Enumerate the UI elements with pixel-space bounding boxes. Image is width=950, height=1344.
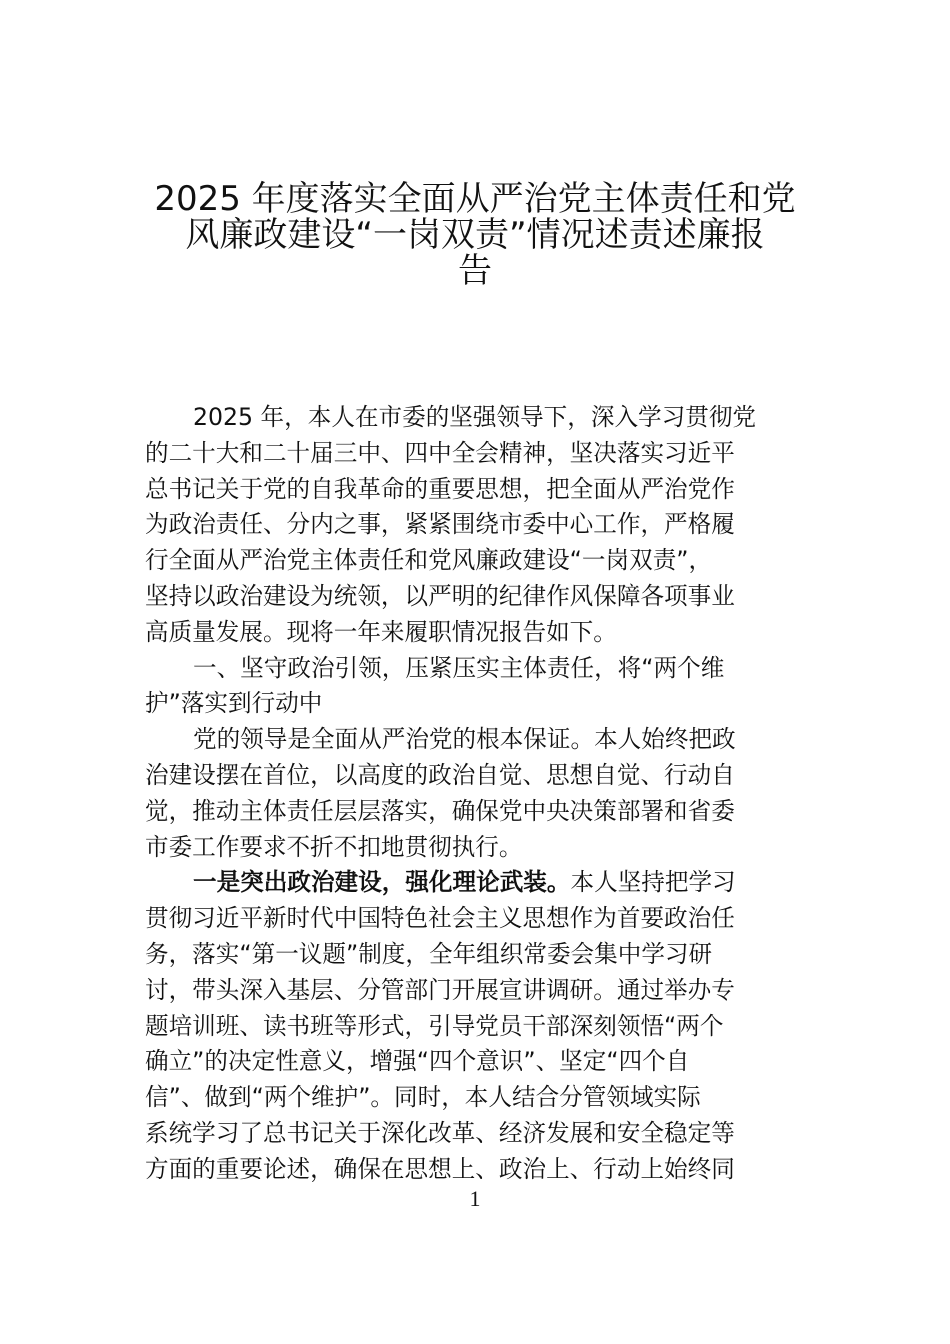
body-line [145,722,807,758]
title-line: 告 [458,250,492,291]
bold-heading: 一是突出政治建设，强化理论武装。 [193,868,571,897]
document-body [145,400,807,1188]
line-text: 本人坚持把学习 [570,868,736,897]
body-line [145,507,807,543]
line-text: 方面的重要论述，确保在思想上、政治上、行动上始终同 [145,1154,735,1183]
line-text: 确立”的决定性意义，增强“四个意识”、坚定“四个自 [145,1047,690,1076]
body-line [145,865,807,901]
body-line [145,937,807,973]
body-line [145,830,807,866]
body-line [145,686,807,722]
line-text: 2025 年，本人在市委的坚强领导下，深入学习贯彻党 [193,403,757,431]
title-line: 风廉政建设“一岗双责”情况述责述廉报 [185,214,765,255]
body-line [145,472,807,508]
line-text: 系统学习了总书记关于深化改革、经济发展和安全稳定等 [145,1118,735,1147]
line-text: 觉，推动主体责任层层落实，确保党中央决策部署和省委 [145,796,735,825]
line-text: 题培训班、读书班等形式，引导党员干部深刻领悟“两个 [145,1011,724,1040]
body-line [145,579,807,615]
page-number: 1 [469,1186,481,1211]
body-line [145,1116,807,1152]
body-line [145,794,807,830]
line-text: 行全面从严治党主体责任和党风廉政建设“一岗双责”， [145,546,713,575]
line-text: 贯彻习近平新时代中国特色社会主义思想作为首要政治任 [145,904,735,933]
line-text: 务，落实“第一议题”制度，全年组织常委会集中学习研 [145,939,713,968]
line-text: 党的领导是全面从严治党的根本保证。本人始终把政 [193,725,736,754]
body-line [145,1080,807,1116]
body-line [145,758,807,794]
body-line [145,973,807,1009]
body-line [145,543,807,579]
body-line [145,400,807,436]
body-line [145,1152,807,1188]
body-line [145,651,807,687]
document-title [140,165,810,291]
line-text: 护”落实到行动中 [145,689,323,718]
body-line [145,436,807,472]
body-line [145,1009,807,1045]
body-line [145,615,807,651]
line-text: 信”、做到“两个维护”。同时，本人结合分管领域实际 [145,1083,701,1112]
body-line [145,1044,807,1080]
line-text: 市委工作要求不折不扣地贯彻执行。 [145,832,523,861]
line-text: 治建设摆在首位，以高度的政治自觉、思想自觉、行动自 [145,760,735,789]
body-line [145,901,807,937]
line-text: 坚持以政治建设为统领，以严明的纪律作风保障各项事业 [145,581,735,610]
line-text: 高质量发展。现将一年来履职情况报告如下。 [145,617,617,646]
line-text: 总书记关于党的自我革命的重要思想，把全面从严治党作 [145,474,735,503]
title-line: 2025 年度落实全面从严治党主体责任和党 [154,179,796,219]
line-text: 的二十大和二十届三中、四中全会精神，坚决落实习近平 [145,438,735,467]
line-text: 为政治责任、分内之事，紧紧围绕市委中心工作，严格履 [145,510,735,539]
line-text: 一、坚守政治引领，压紧压实主体责任，将“两个维 [193,653,725,682]
line-text: 讨，带头深入基层、分管部门开展宣讲调研。通过举办专 [145,975,735,1004]
